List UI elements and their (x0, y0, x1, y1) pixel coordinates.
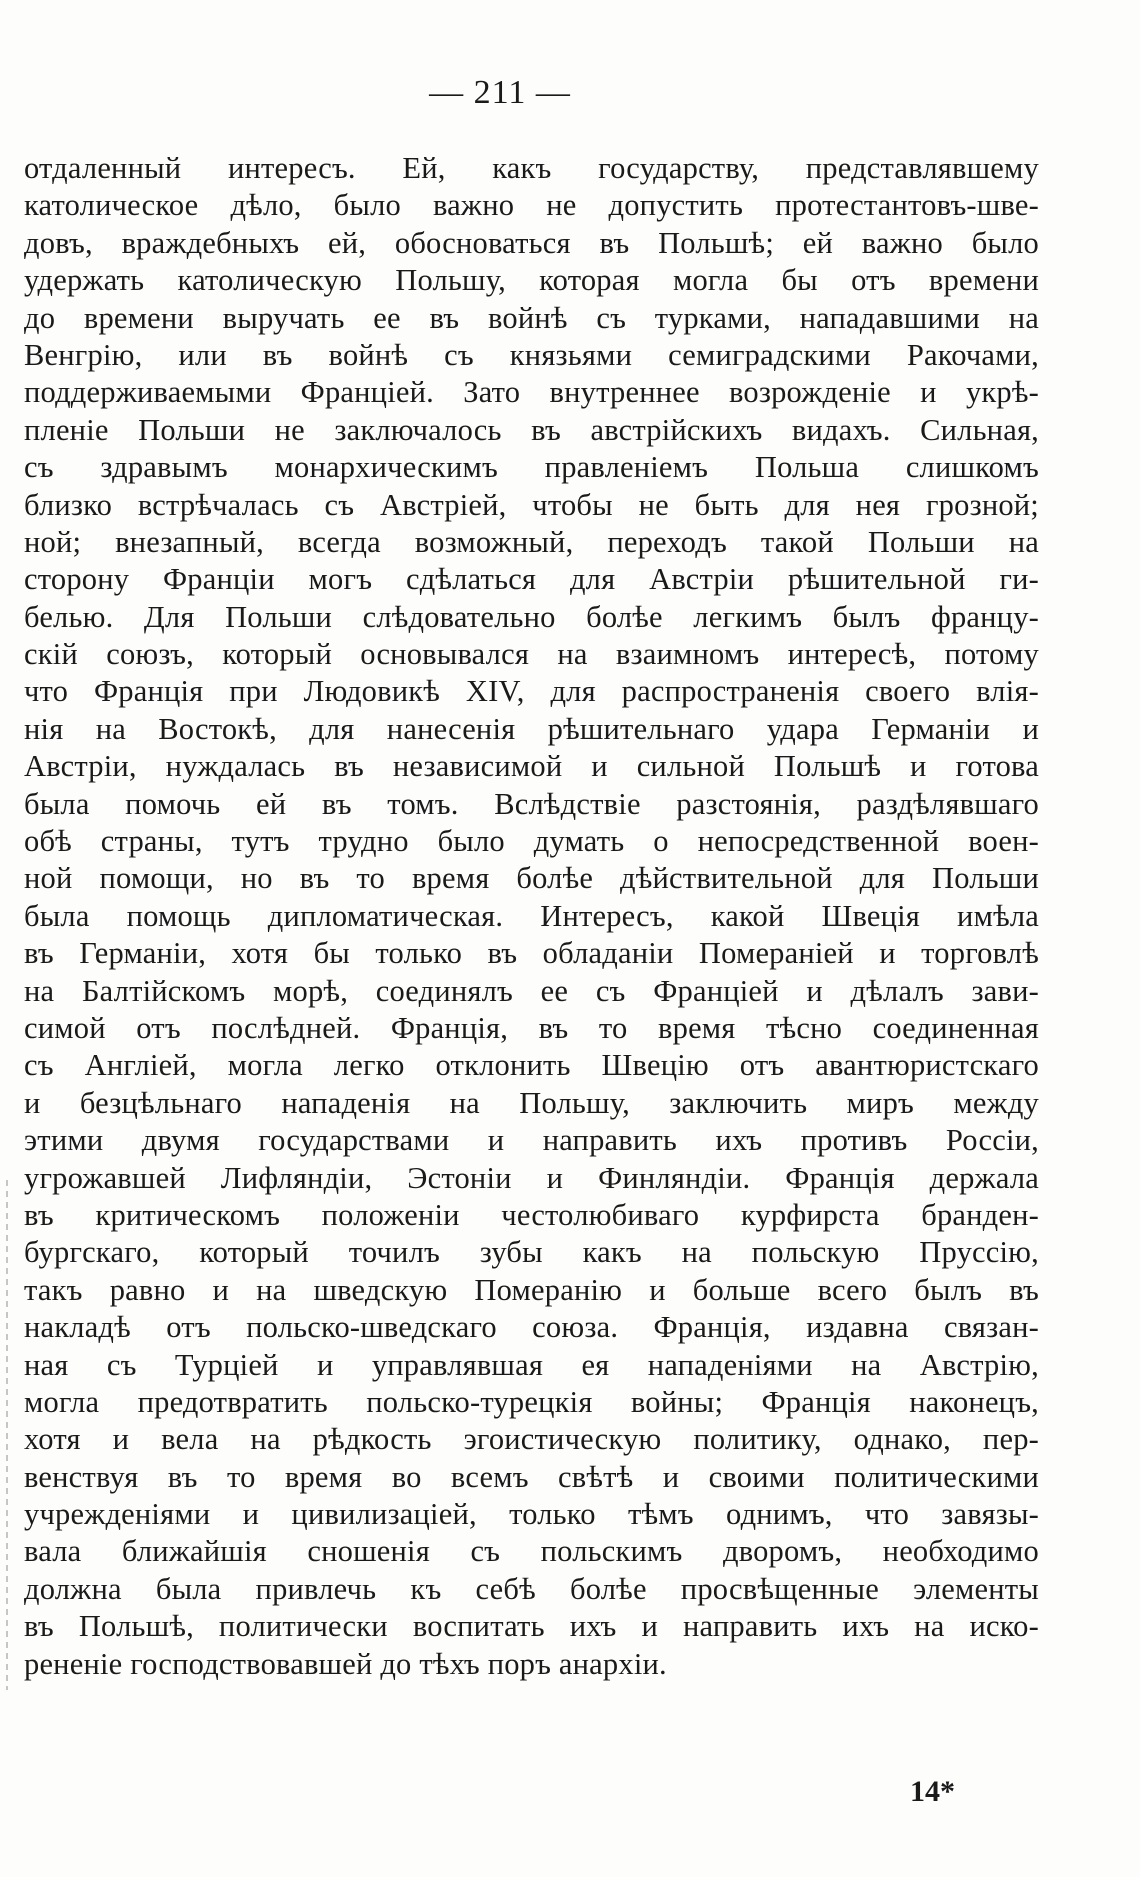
text-line: съ здравымъ монархическимъ правленіемъ Польша слишкомъ (24, 450, 1039, 485)
text-line: скій союзъ, который основывался на взаимномъ интересѣ, потому (24, 637, 1039, 672)
text-line: въ критическомъ положеніи честолюбиваго курфирста бранден- (24, 1197, 1039, 1232)
page-number: — 211 — (429, 74, 571, 111)
body-text (24, 150, 1039, 1683)
text-line: довъ, враждебныхъ ей, обосноваться въ Польшѣ; ей важно было (24, 225, 1039, 260)
text-line: ной помощи, но въ то время болѣе дѣйствительной для Польши (24, 861, 1039, 896)
text-line: могла предотвратить польско-турецкія войны; Франція наконецъ, (24, 1384, 1039, 1419)
text-line: что Франція при Людовикѣ XIV, для распространенія своего влія- (24, 674, 1039, 709)
text-line: бургскаго, который точилъ зубы какъ на польскую Пруссію, (24, 1235, 1039, 1270)
text-line: вала ближайшія сношенія съ польскимъ дворомъ, необходимо (24, 1534, 1039, 1569)
text-line: сторону Франціи могъ сдѣлаться для Австріи рѣшительной ги- (24, 562, 1039, 597)
text-line: до времени выручать ее въ войнѣ съ турками, нападавшими на (24, 300, 1039, 335)
text-line: нія на Востокѣ, для нанесенія рѣшительнаго удара Германіи и (24, 711, 1039, 746)
text-line: и безцѣльнаго нападенія на Польшу, заключить миръ между (24, 1085, 1039, 1120)
text-line: обѣ страны, тутъ трудно было думать о непосредственной воен- (24, 824, 1039, 859)
text-line: пленіе Польши не заключалось въ австрійскихъ видахъ. Сильная, (24, 412, 1039, 447)
margin-rule (6, 1180, 8, 1690)
text-line: поддерживаемыми Франціей. Зато внутреннее возрожденіе и укрѣ- (24, 375, 1039, 410)
signature-mark: 14* (910, 1775, 955, 1808)
text-line: учрежденіями и цивилизаціей, только тѣмъ однимъ, что завязы- (24, 1497, 1039, 1532)
text-line: Австріи, нуждалась въ независимой и сильной Польшѣ и готова (24, 749, 1039, 784)
text-line: венствуя въ то время во всемъ свѣтѣ и своими политическими (24, 1459, 1039, 1494)
text-line: должна была привлечь къ себѣ болѣе просвѣщенные элементы (24, 1571, 1039, 1606)
text-line: въ Польшѣ, политически воспитать ихъ и направить ихъ на иско- (24, 1609, 1039, 1644)
text-line: на Балтійскомъ морѣ, соединялъ ее съ Франціей и дѣлалъ зави- (24, 973, 1039, 1008)
text-line: въ Германіи, хотя бы только въ обладаніи Помераніей и торговлѣ (24, 936, 1039, 971)
text-line: этими двумя государствами и направить ихъ противъ Россіи, (24, 1123, 1039, 1158)
text-line: католическое дѣло, было важно не допустить протестантовъ-шве- (24, 188, 1039, 223)
text-line: симой отъ послѣдней. Франція, въ то время тѣсно соединенная (24, 1010, 1039, 1045)
text-line: рененіе господствовавшей до тѣхъ поръ анархіи. (24, 1646, 667, 1681)
text-line: удержать католическую Польшу, которая могла бы отъ времени (24, 263, 1039, 298)
text-line: накладѣ отъ польско-шведскаго союза. Франція, издавна связан- (24, 1310, 1039, 1345)
text-line: съ Англіей, могла легко отклонить Швецію отъ авантюристскаго (24, 1048, 1039, 1083)
text-line: Венгрію, или въ войнѣ съ князьями семиградскими Ракочами, (24, 337, 1039, 372)
text-line: белью. Для Польши слѣдовательно болѣе легкимъ былъ францу- (24, 599, 1039, 634)
text-line: угрожавшей Лифляндіи, Эстоніи и Финляндіи. Франція держала (24, 1160, 1039, 1195)
text-line: такъ равно и на шведскую Померанію и больше всего былъ въ (24, 1272, 1039, 1307)
text-line: была помощь дипломатическая. Интересъ, какой Швеція имѣла (24, 898, 1039, 933)
text-line: ной; внезапный, всегда возможный, переходъ такой Польши на (24, 524, 1039, 559)
text-line: хотя и вела на рѣдкость эгоистическую политику, однако, пер- (24, 1422, 1039, 1457)
text-line: ная съ Турціей и управлявшая ея нападеніями на Австрію, (24, 1347, 1039, 1382)
text-line: близко встрѣчалась съ Австріей, чтобы не быть для нея грозной; (24, 487, 1039, 522)
text-line: была помочь ей въ томъ. Вслѣдствіе разстоянія, раздѣлявшаго (24, 786, 1039, 821)
text-line: отдаленный интересъ. Ей, какъ государству, представлявшему (24, 151, 1039, 185)
